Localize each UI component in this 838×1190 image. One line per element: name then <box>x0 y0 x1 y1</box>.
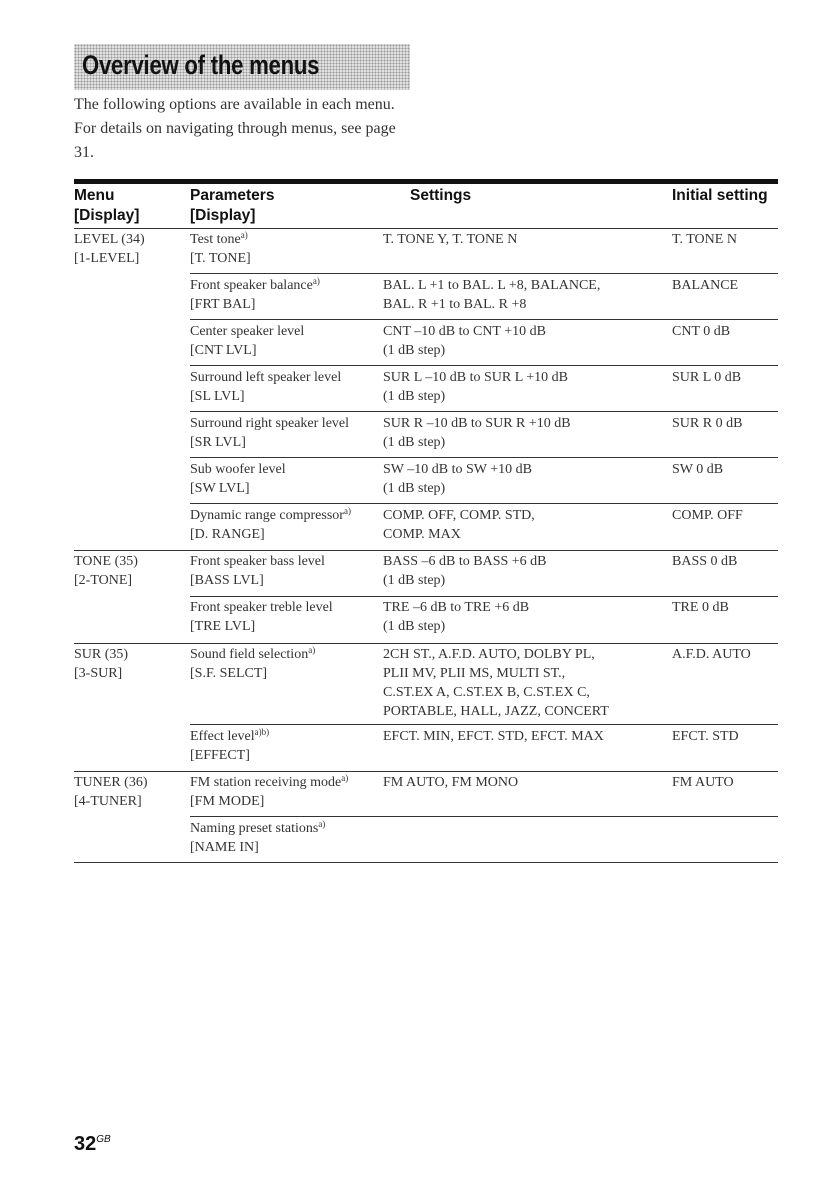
settings-line: EFCT. MIN, EFCT. STD, EFCT. MAX <box>383 729 604 744</box>
settings-line: SUR R –10 dB to SUR R +10 dB <box>383 416 571 431</box>
initial-setting-cell: COMP. OFF <box>672 508 743 523</box>
row-rule <box>190 457 778 458</box>
footnote-mark: a)b) <box>254 727 270 737</box>
table-rule <box>74 771 778 772</box>
row-rule <box>190 273 778 274</box>
settings-line: T. TONE Y, T. TONE N <box>383 232 518 247</box>
initial-setting-cell: SUR L 0 dB <box>672 370 742 385</box>
parameter-label: Sound field selection <box>190 647 309 662</box>
header-parameters-display: [Display] <box>190 207 256 224</box>
parameter-display: [S.F. SELCT] <box>190 666 268 681</box>
parameter-name <box>190 819 325 838</box>
settings-cell <box>383 322 546 360</box>
parameter-name <box>190 552 325 571</box>
table-top-rule <box>74 179 778 184</box>
footnote-mark: a) <box>312 276 320 286</box>
parameter-display: [FM MODE] <box>190 794 265 809</box>
table-rule <box>74 228 778 229</box>
parameter-name <box>190 368 341 387</box>
parameter-label: Effect level <box>190 729 255 744</box>
settings-line: COMP. MAX <box>383 527 461 542</box>
row-rule <box>190 816 778 817</box>
initial-setting-cell: CNT 0 dB <box>672 324 731 339</box>
row-rule <box>190 724 778 725</box>
settings-line: COMP. OFF, COMP. STD, <box>383 508 535 523</box>
row-rule <box>190 365 778 366</box>
menu-name: SUR (35) <box>74 647 129 662</box>
parameter-name <box>190 322 304 341</box>
parameter-name <box>190 460 286 479</box>
parameter-display: [FRT BAL] <box>190 297 256 312</box>
parameter-cell <box>190 322 304 360</box>
settings-cell <box>383 598 529 636</box>
table-rule <box>74 862 778 863</box>
section-title: Overview of the menus <box>82 50 320 80</box>
settings-line: (1 dB step) <box>383 389 446 404</box>
initial-setting-cell: BASS 0 dB <box>672 554 738 569</box>
parameter-cell <box>190 819 325 857</box>
parameter-label: Sub woofer level <box>190 462 286 477</box>
row-rule <box>190 596 778 597</box>
settings-line: TRE –6 dB to TRE +6 dB <box>383 600 530 615</box>
parameter-label: Center speaker level <box>190 324 305 339</box>
parameter-cell <box>190 598 333 636</box>
menu-display: [2-TONE] <box>74 573 133 588</box>
settings-cell <box>383 368 568 406</box>
parameter-label: Dynamic range compressor <box>190 508 344 523</box>
parameter-name <box>190 506 351 525</box>
parameter-name <box>190 645 315 664</box>
settings-cell <box>383 276 600 314</box>
menu-cell <box>74 230 145 268</box>
settings-line: SW –10 dB to SW +10 dB <box>383 462 532 477</box>
menu-cell <box>74 773 148 811</box>
settings-cell <box>383 414 571 452</box>
settings-line: FM AUTO, FM MONO <box>383 775 519 790</box>
settings-line: (1 dB step) <box>383 573 446 588</box>
parameter-display: [NAME IN] <box>190 840 259 855</box>
settings-line: SUR L –10 dB to SUR L +10 dB <box>383 370 568 385</box>
parameter-display: [BASS LVL] <box>190 573 264 588</box>
intro-paragraph: The following options are available in each menu. For details on navigating through menus, see page 31. <box>74 96 396 161</box>
table-rule <box>74 643 778 644</box>
menu-display: [3-SUR] <box>74 666 123 681</box>
header-menu-label: Menu <box>74 187 115 204</box>
header-initial-setting: Initial setting <box>672 187 768 204</box>
footnote-mark: a) <box>240 230 248 240</box>
parameter-label: Test tone <box>190 232 241 247</box>
footnote-mark: a) <box>308 645 316 655</box>
settings-line: BAL. R +1 to BAL. R +8 <box>383 297 527 312</box>
settings-line: (1 dB step) <box>383 435 446 450</box>
parameter-cell <box>190 506 351 544</box>
settings-line: 2CH ST., A.F.D. AUTO, DOLBY PL, <box>383 647 595 662</box>
menu-name: TUNER (36) <box>74 775 148 790</box>
menu-cell <box>74 645 128 683</box>
parameter-cell <box>190 230 251 268</box>
parameter-label: Front speaker balance <box>190 278 313 293</box>
header-parameters-label: Parameters <box>190 187 275 204</box>
parameter-cell <box>190 645 315 683</box>
parameter-label: Surround right speaker level <box>190 416 350 431</box>
parameter-label: FM station receiving mode <box>190 775 342 790</box>
page-number-value: 32 <box>74 1133 97 1155</box>
header-settings: Settings <box>410 187 472 204</box>
row-rule <box>190 411 778 412</box>
parameter-label: Surround left speaker level <box>190 370 342 385</box>
settings-line: (1 dB step) <box>383 343 446 358</box>
initial-setting-cell: FM AUTO <box>672 775 734 790</box>
parameter-cell <box>190 368 341 406</box>
parameter-name <box>190 276 320 295</box>
row-rule <box>190 503 778 504</box>
footnote-mark: a) <box>343 506 351 516</box>
parameter-cell <box>190 414 349 452</box>
initial-setting-cell: T. TONE N <box>672 232 737 247</box>
parameter-cell <box>190 276 320 314</box>
parameter-display: [T. TONE] <box>190 251 251 266</box>
table-rule <box>74 550 778 551</box>
menu-display: [1-LEVEL] <box>74 251 140 266</box>
settings-cell <box>383 506 535 544</box>
settings-line: BASS –6 dB to BASS +6 dB <box>383 554 547 569</box>
settings-cell <box>383 460 532 498</box>
menu-name: TONE (35) <box>74 554 138 569</box>
settings-cell <box>383 727 604 746</box>
parameter-display: [TRE LVL] <box>190 619 256 634</box>
parameter-name <box>190 414 349 433</box>
section-title-banner <box>74 44 410 90</box>
header-parameters <box>190 186 274 226</box>
initial-setting-cell: TRE 0 dB <box>672 600 729 615</box>
footnote-mark: a) <box>318 819 326 829</box>
parameter-name <box>190 773 348 792</box>
row-rule <box>190 319 778 320</box>
settings-line: PORTABLE, HALL, JAZZ, CONCERT <box>383 704 609 719</box>
settings-line: PLII MV, PLII MS, MULTI ST., <box>383 666 566 681</box>
parameter-display: [SR LVL] <box>190 435 246 450</box>
settings-line: BAL. L +1 to BAL. L +8, BALANCE, <box>383 278 601 293</box>
initial-setting-cell: SW 0 dB <box>672 462 724 477</box>
parameter-cell <box>190 727 269 765</box>
footnote-mark: a) <box>341 773 349 783</box>
settings-cell <box>383 773 518 792</box>
header-menu-display: [Display] <box>74 207 140 224</box>
parameter-display: [SW LVL] <box>190 481 250 496</box>
parameter-cell <box>190 552 325 590</box>
settings-line: (1 dB step) <box>383 619 446 634</box>
initial-setting-cell: SUR R 0 dB <box>672 416 743 431</box>
settings-cell <box>383 230 517 249</box>
settings-cell <box>383 552 547 590</box>
parameter-label: Naming preset stations <box>190 821 319 836</box>
parameter-display: [CNT LVL] <box>190 343 257 358</box>
parameter-label: Front speaker treble level <box>190 600 333 615</box>
parameter-name <box>190 598 333 617</box>
parameter-label: Front speaker bass level <box>190 554 325 569</box>
menu-cell <box>74 552 138 590</box>
settings-line: C.ST.EX A, C.ST.EX B, C.ST.EX C, <box>383 685 590 700</box>
page-number <box>74 1133 111 1156</box>
parameter-cell <box>190 460 286 498</box>
parameter-name <box>190 727 269 746</box>
parameter-display: [EFFECT] <box>190 748 250 763</box>
initial-setting-cell: A.F.D. AUTO <box>672 647 751 662</box>
settings-cell <box>383 645 609 721</box>
page-number-suffix: GB <box>96 1134 111 1145</box>
settings-line: (1 dB step) <box>383 481 446 496</box>
settings-line: CNT –10 dB to CNT +10 dB <box>383 324 546 339</box>
menu-name: LEVEL (34) <box>74 232 145 247</box>
parameter-display: [D. RANGE] <box>190 527 265 542</box>
menu-display: [4-TUNER] <box>74 794 142 809</box>
parameter-name <box>190 230 251 249</box>
header-menu <box>74 186 139 226</box>
initial-setting-cell: BALANCE <box>672 278 739 293</box>
initial-setting-cell: EFCT. STD <box>672 729 739 744</box>
parameter-cell <box>190 773 348 811</box>
parameter-display: [SL LVL] <box>190 389 245 404</box>
